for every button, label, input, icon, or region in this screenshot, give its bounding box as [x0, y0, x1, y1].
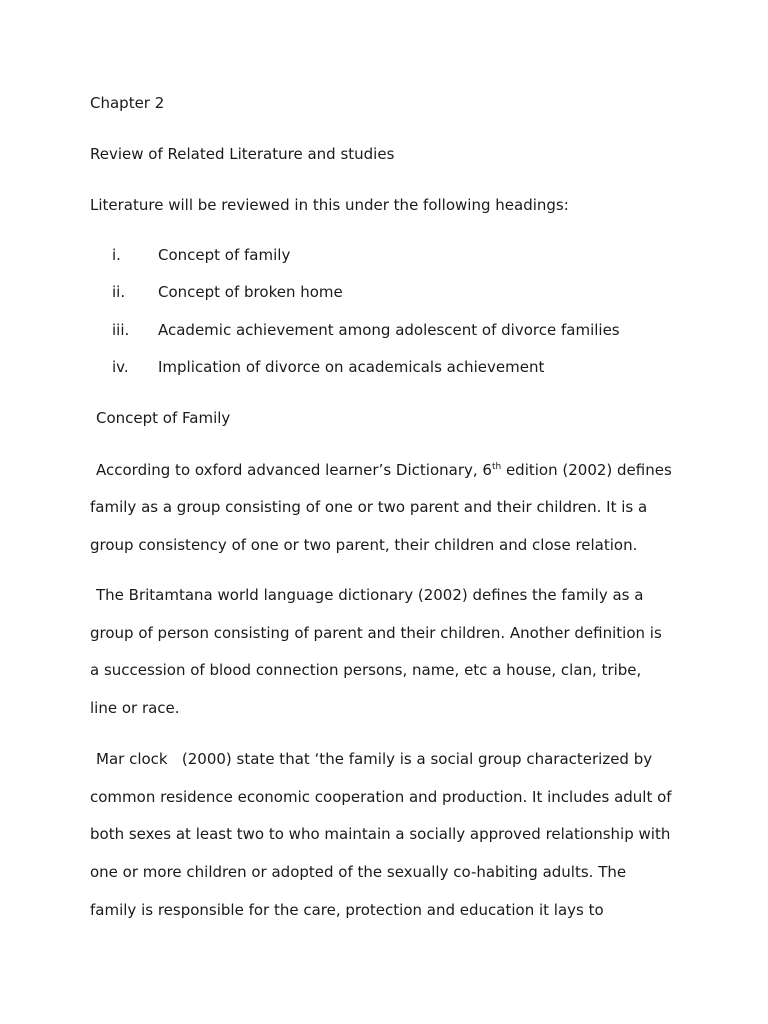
intro-text: Literature will be reviewed in this under the following headings: [90, 196, 569, 214]
chapter-label: Chapter 2 [90, 94, 165, 112]
paragraph-line: Mar clock (2000) state that ‘the family is a social group characterized by [96, 750, 653, 768]
paragraph-line: group consistency of one or two parent, their children and close relation. [90, 536, 638, 554]
paragraph-line: common residence economic cooperation and production. It includes adult of [90, 788, 672, 806]
list-item-text: Implication of divorce on academicals achievement [158, 358, 545, 376]
list-item-text: Concept of broken home [158, 283, 343, 301]
list-item-number: iv. [112, 358, 129, 376]
paragraph-text: According to oxford advanced learner’s Dictionary, 6 [96, 461, 492, 479]
paragraph-line: a succession of blood connection persons, name, etc a house, clan, tribe, [90, 661, 642, 679]
list-item-number: i. [112, 246, 121, 264]
paragraph-line: family is responsible for the care, protection and education it lays to [90, 901, 604, 919]
list-item-text: Academic achievement among adolescent of divorce families [158, 321, 620, 339]
paragraph-line: one or more children or adopted of the sexually co-habiting adults. The [90, 863, 627, 881]
list-item-number: ii. [112, 283, 126, 301]
paragraph-line: family as a group consisting of one or two parent and their children. It is a [90, 498, 648, 516]
paragraph-line: line or race. [90, 699, 180, 717]
list-item [0, 282, 768, 302]
list-item [0, 245, 768, 265]
paragraph-text: edition (2002) defines [501, 461, 672, 479]
chapter-title: Review of Related Literature and studies [90, 145, 395, 163]
superscript: th [491, 462, 502, 472]
list-item-text: Concept of family [158, 246, 291, 264]
paragraph-line: group of person consisting of parent and their children. Another definition is [90, 624, 662, 642]
paragraph-line: The Britamtana world language dictionary (2002) defines the family as a [96, 586, 644, 604]
list-item [0, 357, 768, 377]
list-item [0, 320, 768, 340]
paragraph-line: both sexes at least two to who maintain a socially approved relationship with [90, 825, 671, 843]
list-item-number: iii. [112, 321, 130, 339]
section-heading: Concept of Family [96, 409, 231, 427]
paragraph-line [96, 460, 672, 480]
